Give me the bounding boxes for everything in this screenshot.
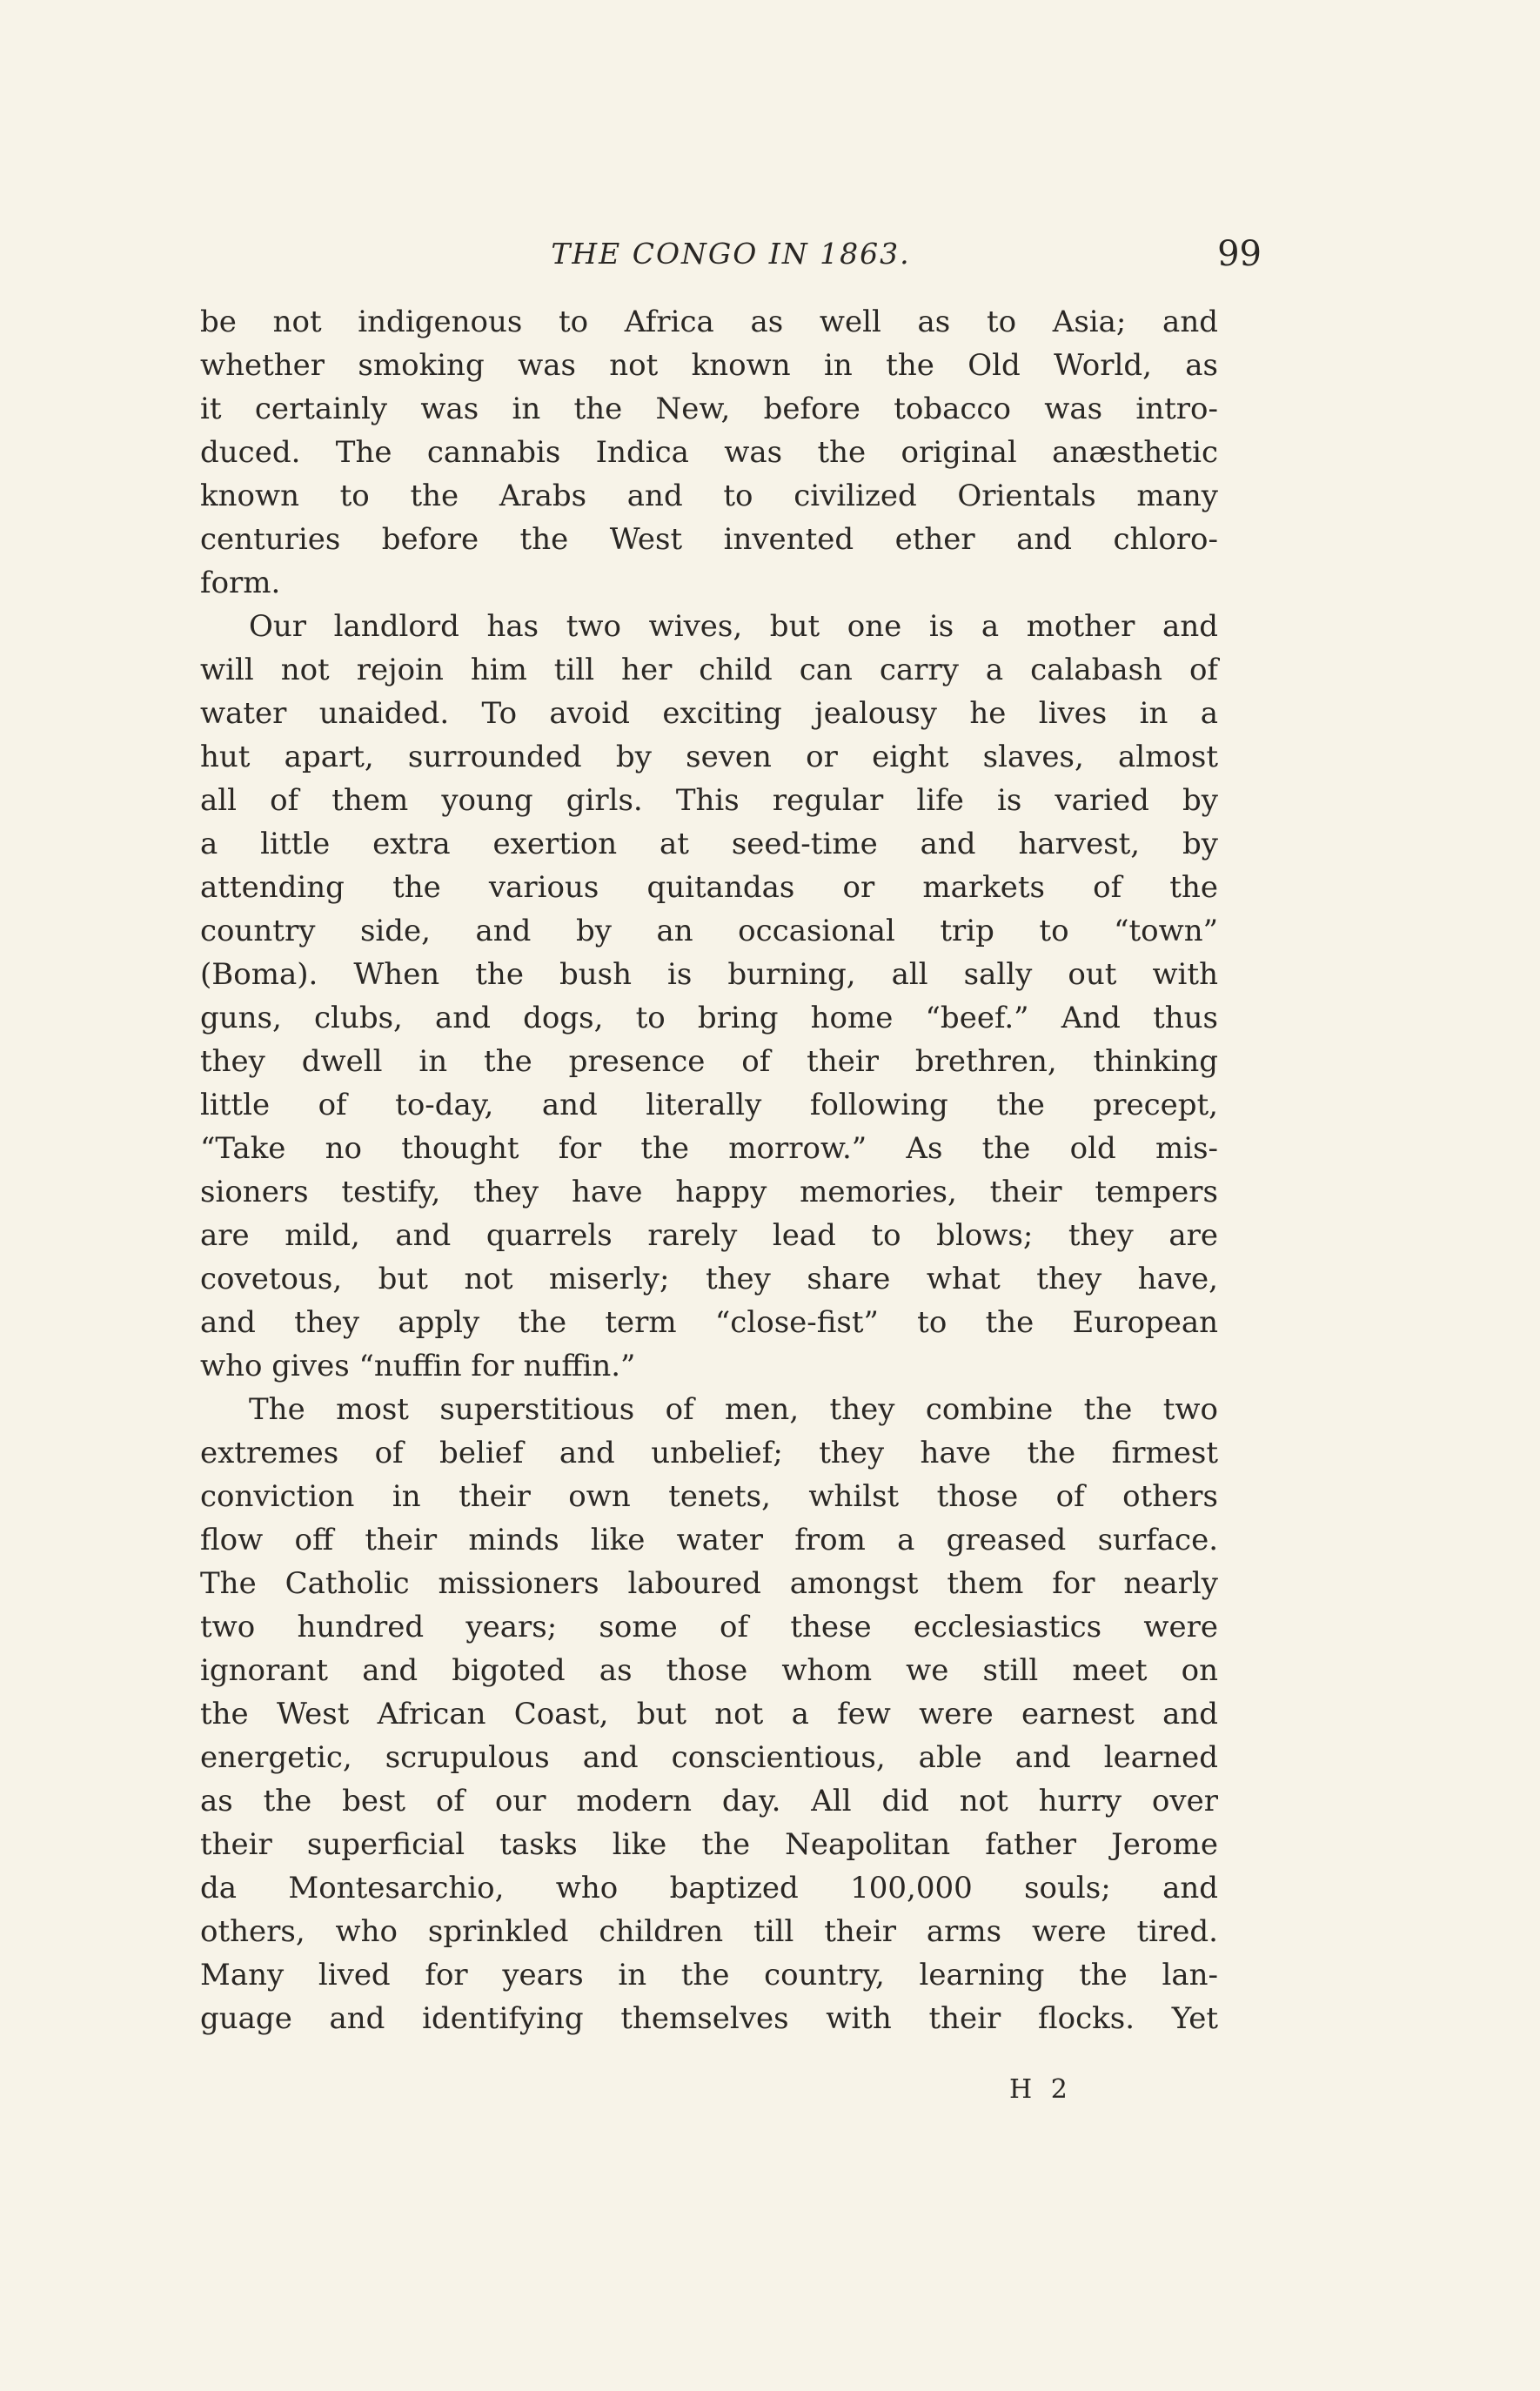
text-line: centuries before the West invented ether and chloro- (200, 522, 1218, 557)
text-line: attending the various quitandas or markets of the (200, 870, 1218, 905)
text-line: Many lived for years in the country, learning the lan- (200, 1958, 1218, 1992)
text-line: Our landlord has two wives, but one is a mother and (249, 609, 1218, 644)
text-line: are mild, and quarrels rarely lead to blows; they are (200, 1218, 1218, 1253)
text-line: guage and identifying themselves with their flocks. Yet (200, 2001, 1218, 2036)
text-line: guns, clubs, and dogs, to bring home “beef.” And thus (200, 1001, 1218, 1035)
text-line: who gives “nuffin for nuffin.” (200, 1349, 636, 1383)
text-line: sioners testify, they have happy memories, their tempers (200, 1175, 1218, 1209)
text-line: duced. The cannabis Indica was the original anæsthetic (200, 435, 1218, 470)
text-line: hut apart, surrounded by seven or eight slaves, almost (200, 740, 1218, 774)
body-text (200, 300, 1218, 2040)
text-line: they dwell in the presence of their brethren, thinking (200, 1044, 1218, 1079)
text-line: form. (200, 566, 281, 600)
text-line: others, who sprinkled children till their arms were tired. (200, 1914, 1218, 1949)
text-line: a little extra exertion at seed-time and harvest, by (200, 827, 1218, 861)
page-number: 99 (1217, 234, 1262, 274)
text-line: The most superstitious of men, they combine the two (249, 1392, 1218, 1427)
text-line: flow off their minds like water from a greased surface. (200, 1523, 1218, 1557)
text-line: little of to-day, and literally following the precept, (200, 1088, 1218, 1122)
text-line: ignorant and bigoted as those whom we still meet on (200, 1653, 1218, 1688)
text-line: The Catholic missioners laboured amongst them for nearly (200, 1566, 1218, 1601)
text-line: all of them young girls. This regular life is varied by (200, 783, 1218, 818)
text-line: da Montesarchio, who baptized 100,000 souls; and (200, 1871, 1218, 1905)
running-title: THE CONGO IN 1863. (551, 237, 911, 271)
text-line: and they apply the term “close-fist” to the European (200, 1305, 1218, 1340)
text-line: “Take no thought for the morrow.” As the old mis- (200, 1131, 1218, 1166)
text-line: known to the Arabs and to civilized Orientals many (200, 479, 1218, 513)
text-line: whether smoking was not known in the Old World, as (200, 348, 1218, 383)
text-line: be not indigenous to Africa as well as to Asia; and (200, 305, 1218, 339)
text-line: it certainly was in the New, before tobacco was intro- (200, 392, 1218, 426)
text-line: covetous, but not miserly; they share what they have, (200, 1262, 1218, 1296)
text-line: country side, and by an occasional trip to “town” (200, 914, 1218, 948)
text-line: will not rejoin him till her child can carry a calabash of (200, 653, 1218, 687)
text-line: as the best of our modern day. All did not hurry over (200, 1784, 1218, 1818)
signature-mark: H 2 (1009, 2074, 1073, 2105)
text-line: water unaided. To avoid exciting jealousy he lives in a (200, 696, 1218, 731)
text-line: two hundred years; some of these ecclesiastics were (200, 1610, 1218, 1644)
text-line: their superficial tasks like the Neapolitan father Jerome (200, 1827, 1218, 1862)
text-line: the West African Coast, but not a few were earnest and (200, 1697, 1218, 1731)
text-line: energetic, scrupulous and conscientious, able and learned (200, 1740, 1218, 1775)
text-line: conviction in their own tenets, whilst those of others (200, 1479, 1218, 1514)
text-line: (Boma). When the bush is burning, all sally out with (200, 957, 1218, 992)
text-line: extremes of belief and unbelief; they have the firmest (200, 1436, 1218, 1470)
running-head (200, 228, 1262, 280)
